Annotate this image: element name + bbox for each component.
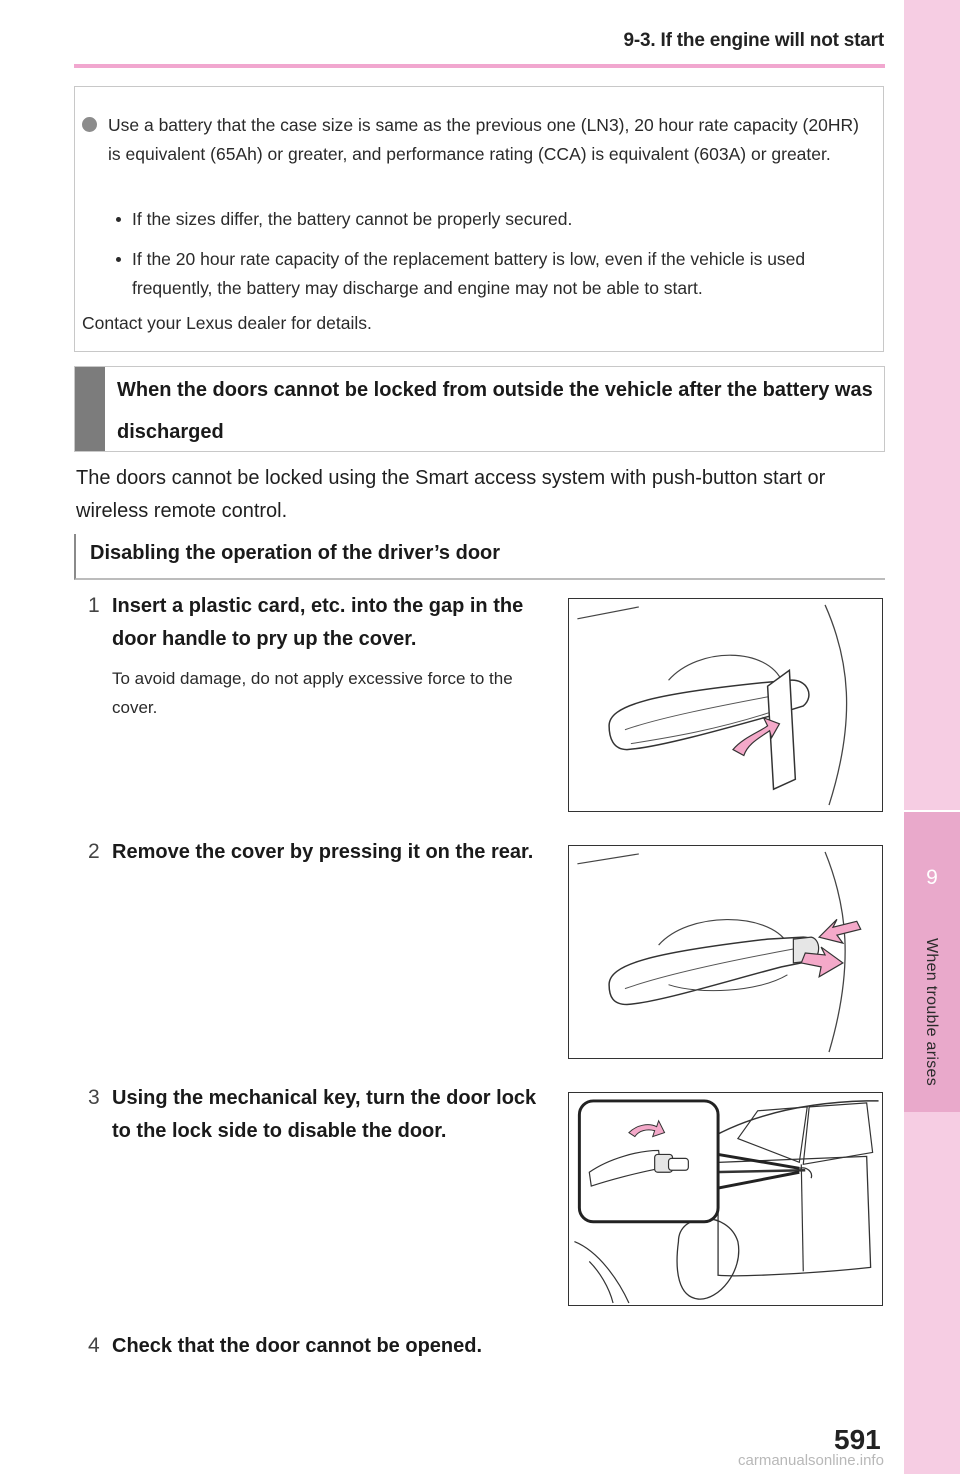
car-door-key-illustration bbox=[569, 1093, 882, 1305]
chapter-number: 9 bbox=[926, 866, 938, 889]
note-sub-bullet bbox=[110, 245, 870, 303]
small-bullet-icon bbox=[116, 217, 121, 222]
door-handle-cover-illustration bbox=[569, 846, 882, 1058]
page-number: 591 bbox=[834, 1424, 881, 1455]
small-bullet-icon bbox=[116, 257, 121, 262]
step-text: Insert a plastic card, etc. into the gap in the door handle to pry up the cover. bbox=[112, 595, 524, 650]
door-handle-pry-illustration bbox=[569, 599, 882, 811]
header-divider bbox=[74, 64, 885, 68]
note-footer: Contact your Lexus dealer for details. bbox=[82, 313, 372, 333]
page-header-title: 9-3. If the engine will not start bbox=[623, 30, 884, 51]
watermark: carmanualsonline.info bbox=[738, 1452, 884, 1469]
chapter-title: When trouble arises bbox=[923, 938, 940, 1086]
section-intro: The doors cannot be locked using the Smart access system with push-button start or wireless remote control. bbox=[76, 467, 826, 522]
sub-bullet-text: If the sizes differ, the battery cannot be properly secured. bbox=[132, 209, 573, 229]
bullet-dot-icon bbox=[82, 117, 97, 132]
figure-key-lock bbox=[568, 1092, 883, 1306]
step-text: Remove the cover by pressing it on the rear. bbox=[112, 841, 534, 863]
heading-bar bbox=[75, 367, 105, 451]
figure-remove-cover bbox=[568, 845, 883, 1059]
step-number: 2 bbox=[88, 840, 100, 863]
section-heading: When the doors cannot be locked from outside the vehicle after the battery was discharged bbox=[117, 379, 873, 443]
subheading-title: Disabling the operation of the driver’s door bbox=[90, 542, 501, 564]
step-text: Using the mechanical key, turn the door lock to the lock side to disable the door. bbox=[112, 1087, 537, 1142]
battery-note-box bbox=[74, 86, 884, 352]
note-sub-bullet bbox=[110, 205, 870, 234]
sub-bullet-text: If the 20 hour rate capacity of the replacement battery is low, even if the vehicle is used frequently, the battery may discharge and engine may not be able to start. bbox=[132, 249, 806, 298]
note-paragraph: Use a battery that the case size is same as the previous one (LN3), 20 hour rate capacity (20HR) is equivalent (65Ah) or greater, and performance rating (CCA) is equivalent (603A) or greater. bbox=[108, 115, 859, 164]
subheading-box bbox=[74, 534, 885, 580]
step-number: 1 bbox=[88, 594, 100, 617]
step-number: 3 bbox=[88, 1086, 100, 1109]
step-number: 4 bbox=[88, 1334, 100, 1357]
step-text: Check that the door cannot be opened. bbox=[112, 1335, 483, 1357]
chapter-side-tab bbox=[904, 0, 960, 1474]
step-note: To avoid damage, do not apply excessive force to the cover. bbox=[112, 669, 513, 717]
figure-pry-cover bbox=[568, 598, 883, 812]
section-heading-box bbox=[74, 366, 885, 452]
